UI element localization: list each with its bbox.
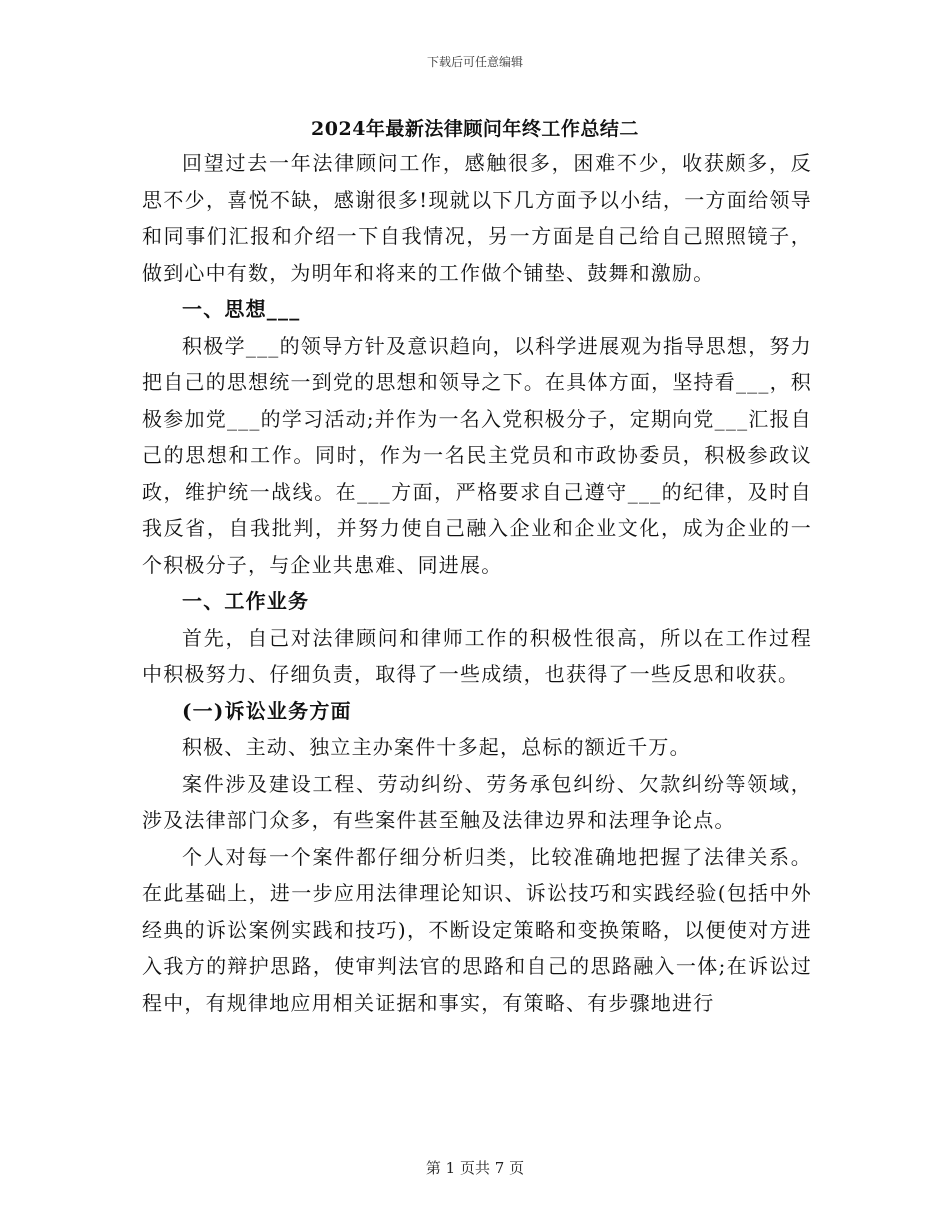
section-heading-thought: 一、思想___ <box>182 297 301 321</box>
document-body <box>142 145 812 1021</box>
paragraph-thought: 积极学___的领导方针及意识趋向，以科学进展观为指导思想，努力把自己的思想统一到党的思想和领导之下。在具体方面，坚持看___，积极参加党___的学习活动;并作为一名入党积极分子，定期向党___汇报自己的思想和工作。同时，作为一名民主党员和市政协委员，积极参政议政，维护统一战线。在___方面，严格要求自己遵守___的纪律，及时自我反省，自我批判，并努力使自己融入企业和企业文化，成为企业的一个积极分子，与企业共患难、同进展。 <box>142 333 812 577</box>
page-number: 第 1 页共 7 页 <box>425 1159 525 1177</box>
header-note: 下载后可任意编辑 <box>426 55 523 69</box>
paragraph-litigation-cases: 积极、主动、独立主办案件十多起，总标的额近千万。 <box>182 735 691 759</box>
paragraph-work: 首先，自己对法律顾问和律师工作的积极性很高，所以在工作过程中积极努力、仔细负责，取得了一些成绩，也获得了一些反思和收获。 <box>142 625 812 686</box>
section-heading-work: 一、工作业务 <box>182 589 310 613</box>
subsection-heading-litigation: (一)诉讼业务方面 <box>182 698 352 723</box>
paragraph-litigation-fields: 案件涉及建设工程、劳动纠纷、劳务承包纠纷、欠款纠纷等领域，涉及法律部门众多，有些案件甚至触及法律边界和法理争论点。 <box>142 771 812 832</box>
paragraph-intro: 回望过去一年法律顾问工作，感触很多，困难不少，收获颇多，反思不少，喜悦不缺，感谢很多!现就以下几方面予以小结，一方面给领导和同事们汇报和介绍一下自我情况，另一方面是自己给自己照照镜子，做到心中有数，为明年和将来的工作做个铺垫、鼓舞和激励。 <box>142 151 812 285</box>
document-title: 2024年最新法律顾问年终工作总结二 <box>311 118 639 140</box>
paragraph-litigation-method: 个人对每一个案件都仔细分析归类，比较准确地把握了法律关系。在此基础上，进一步应用法律理论知识、诉讼技巧和实践经验(包括中外经典的诉讼案例实践和技巧)，不断设定策略和变换策略，以便使对方进入我方的辩护思路，使审判法官的思路和自己的思路融入一体;在诉讼过程中，有规律地应用相关证据和事实，有策略、有步骤地进行 <box>142 844 812 1015</box>
